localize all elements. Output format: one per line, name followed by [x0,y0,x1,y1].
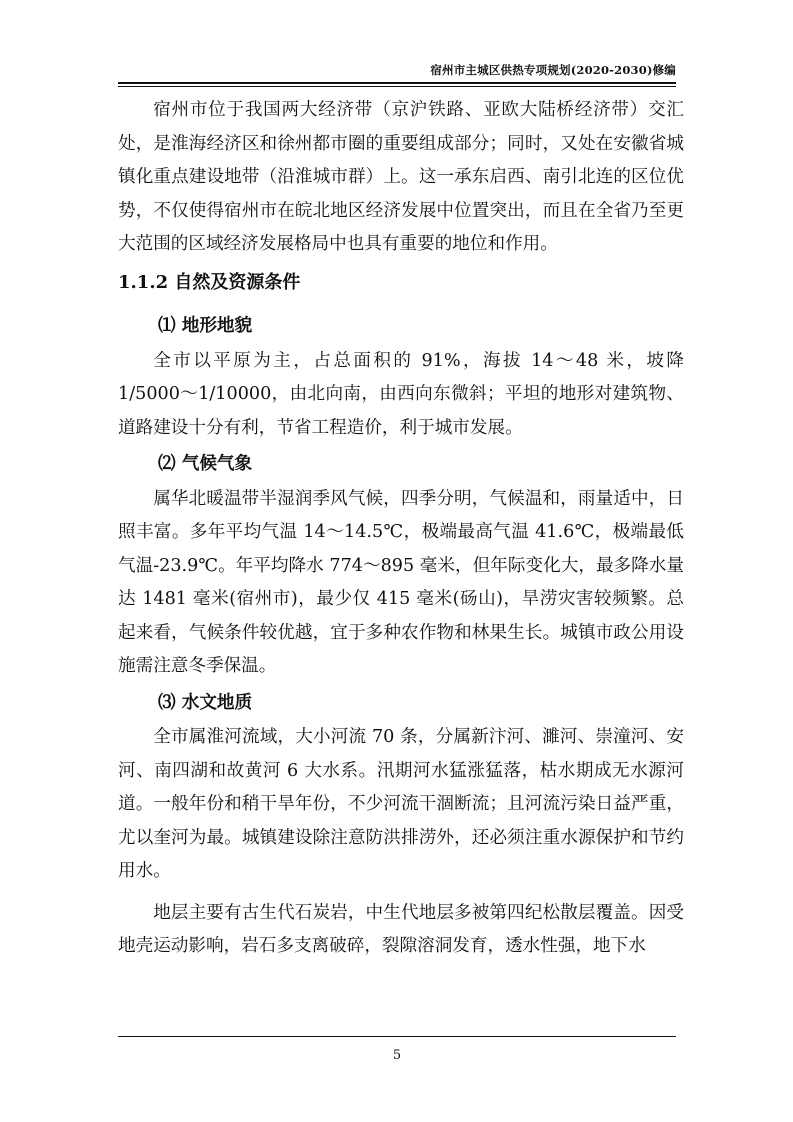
header-rule-secondary [118,86,676,87]
subsection-heading-climate: ⑵ 气候气象 [158,453,253,474]
header-rule [118,82,676,84]
footer-rule [118,1036,676,1037]
section-heading: 1.1.2 自然及资源条件 [118,271,301,293]
hydrology-paragraph: 全市属淮河流域，大小河流 70 条，分属新汴河、濉河、崇潼河、安河、南四湖和故黄河 6 大水系。汛期河水猛涨猛落，枯水期成无水源河道。一般年份和稍干旱年份，不少河流干涸断流；且河流污染日益严重，尤以奎河为最。城镇建设除注意防洪排涝外，还必须注重水源保护和节约用水。 [118,727,684,881]
intro-paragraph: 宿州市位于我国两大经济带（京沪铁路、亚欧大陆桥经济带）交汇处，是淮海经济区和徐州都市圈的重要组成部分；同时，又处在安徽省城镇化重点建设地带（沿淮城市群）上。这一承东启西、南引北连的区位优势，不仅使得宿州市在皖北地区经济发展中位置突出，而且在全省乃至更大范围的区域经济发展格局中也具有重要的地位和作用。 [118,100,684,254]
terrain-paragraph: 全市以平原为主，占总面积的 91%，海拔 14～48 米，坡降 1/5000～1/10000，由北向南，由西向东微斜；平坦的地形对建筑物、道路建设十分有利，节省工程造价，利于城市发展。 [118,350,684,438]
page-number: 5 [392,1048,402,1063]
page-body [118,94,684,964]
subsection-heading-hydrogeology: ⑶ 水文地质 [158,691,253,713]
climate-paragraph: 属华北暖温带半湿润季风气候，四季分明，气候温和，雨量适中，日照丰富。多年平均气温 14～14.5℃，极端最高气温 41.6℃，极端最低气温-23.9℃。年平均降水 774～895 毫米，但年际变化大，最多降水量达 1481 毫米(宿州市)，最少仅 415 毫米(砀山)，旱涝灾害较频繁。总起来看，气候条件较优越，宜于多种农作物和林果生长。城镇市政公用设施需注意冬季保温。 [118,488,684,676]
subsection-heading-terrain: ⑴ 地形地貌 [158,315,253,336]
running-header: 宿州市主城区供热专项规划(2020-2030)修编 [430,63,676,77]
geology-paragraph: 地层主要有古生代石炭岩，中生代地层多被第四纪松散层覆盖。因受地壳运动影响，岩石多支离破碎，裂隙溶洞发育，透水性强，地下水 [118,902,684,956]
